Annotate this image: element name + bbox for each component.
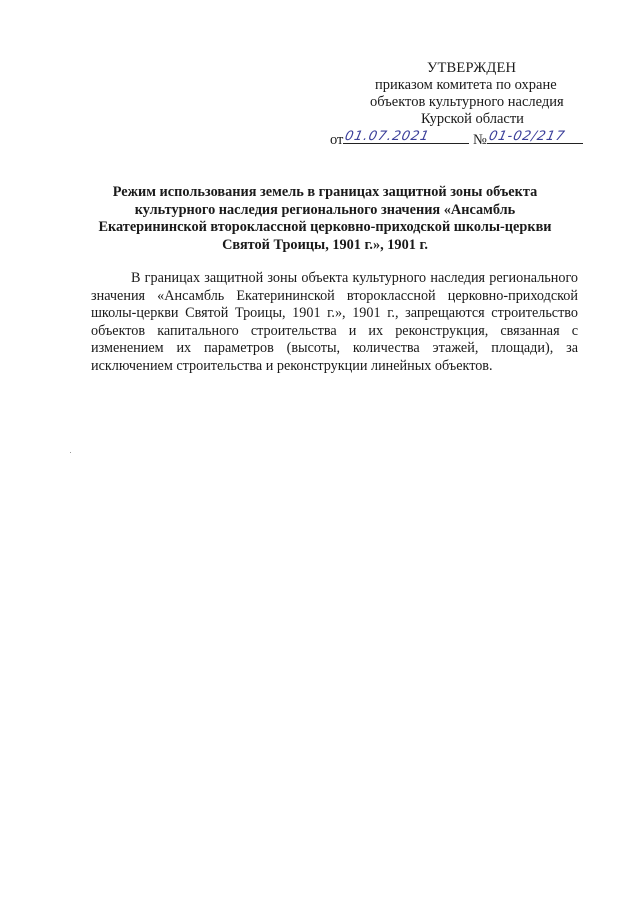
document-title: Режим использования земель в границах защитной зоны объекта культурного наследия регионального значения «Ансамбль Екатерининской второклассной церковно-приходской школы-церкви Святой Троицы, 1901 г.», 1901 г. xyxy=(98,184,552,253)
handwritten-date: 01.07.2021 xyxy=(343,129,432,144)
handwritten-number: 01-02/217 xyxy=(487,129,567,144)
date-field xyxy=(343,129,469,144)
date-prefix: от xyxy=(330,132,344,148)
approval-heading: УТВЕРЖДЕН xyxy=(427,60,517,76)
approval-date-number-line xyxy=(330,129,590,149)
body-paragraph: В границах защитной зоны объекта культурного наследия регионального значения «Ансамбль Екатерининской второклассной церковно-приходской школы-церкви Святой Троицы, 1901 г.», 1901 г., запрещаются строительство объектов капитального строительства и их реконструкция, связанная с изменением их параметров (высоты, количества этажей, площади), за исключением строительства и реконструкции линейных объектов. xyxy=(91,270,578,374)
approval-line-2: объектов культурного наследия xyxy=(370,94,564,110)
approval-stamp xyxy=(330,60,590,149)
scan-speck xyxy=(70,452,71,453)
approval-line-3: Курской области xyxy=(421,111,524,127)
number-field xyxy=(487,129,583,144)
approval-line-1: приказом комитета по охране xyxy=(375,77,557,93)
number-prefix: № xyxy=(473,132,487,148)
